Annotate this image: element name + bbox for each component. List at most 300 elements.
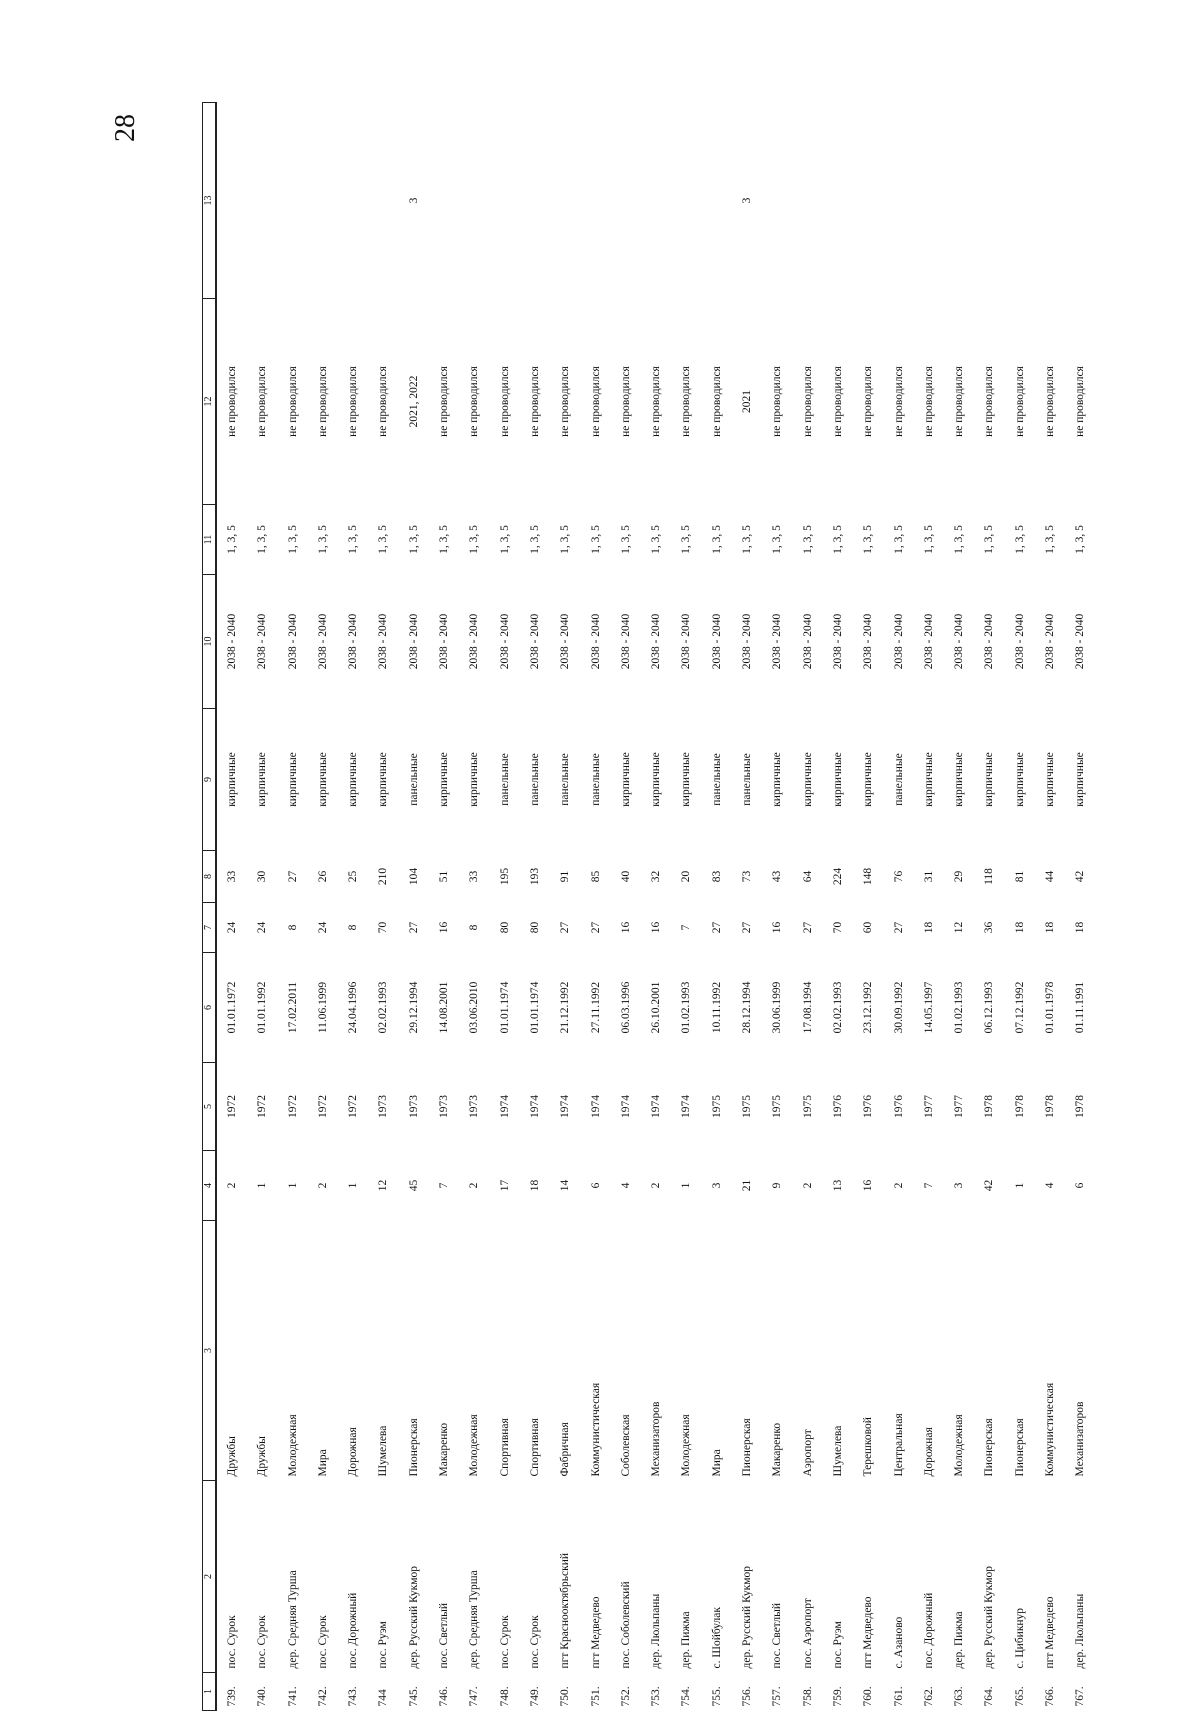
wall-material-cell: кирпичные (680, 752, 693, 807)
repair-period-cell: 2038 - 2040 (892, 613, 905, 670)
wall-material-cell: панельные (407, 753, 420, 806)
wall-material-cell: кирпичные (438, 752, 451, 807)
house-number-cell: 1 (286, 1182, 299, 1189)
date-cell: 30.06.1999 (771, 981, 784, 1034)
house-number-cell: 3 (953, 1182, 966, 1189)
column-8-cell: 83 (710, 870, 723, 883)
wall-material-cell: кирпичные (256, 752, 269, 807)
repair-period-cell: 2038 - 2040 (831, 613, 844, 670)
column-number-row (203, 103, 217, 1711)
table-row (308, 103, 338, 1711)
date-cell: 17.08.1994 (801, 981, 814, 1034)
wall-material-cell: панельные (589, 753, 602, 806)
column-7-cell: 7 (680, 924, 693, 931)
column-7-cell: 80 (528, 921, 541, 934)
street-cell: Коммунистическая (589, 1382, 602, 1477)
work-types-cell: 1, 3, 5 (407, 525, 420, 554)
column-8-cell: 33 (226, 870, 238, 883)
locality-cell: дер. Люльпаны (650, 1593, 663, 1669)
column-7-cell: 8 (347, 924, 360, 931)
repair-status-cell: не проводился (1013, 366, 1026, 437)
row-number: 750. (559, 1686, 572, 1707)
date-cell: 01.01.1974 (528, 981, 541, 1034)
repair-period-cell: 2038 - 2040 (1013, 613, 1026, 670)
street-cell: Механизаторов (1074, 1401, 1087, 1477)
date-cell: 01.01.1992 (256, 981, 269, 1034)
locality-cell: дер. Русский Кукмор (741, 1565, 754, 1669)
street-cell: Макаренко (438, 1422, 451, 1477)
house-number-cell: 2 (316, 1182, 329, 1189)
build-year-cell: 1975 (741, 1095, 754, 1118)
locality-cell: пос. Сурок (528, 1615, 541, 1669)
column-7-cell: 24 (226, 921, 238, 934)
street-cell: Дружбы (256, 1436, 269, 1477)
work-types-cell: 1, 3, 5 (650, 525, 663, 554)
date-cell: 14.05.1997 (922, 981, 935, 1034)
table-row (459, 103, 489, 1711)
column-13-cell (914, 103, 944, 299)
date-cell: 11.06.1999 (316, 981, 329, 1034)
repair-status-cell: не проводился (589, 366, 602, 437)
column-7-cell: 8 (468, 924, 481, 931)
table-row (278, 103, 308, 1711)
work-types-cell: 1, 3, 5 (831, 525, 844, 554)
repair-period-cell: 2038 - 2040 (1074, 613, 1087, 670)
row-number: 765. (1013, 1686, 1026, 1707)
locality-cell: пос. Руэм (831, 1621, 844, 1669)
table-row (732, 103, 762, 1711)
wall-material-cell: кирпичные (619, 752, 632, 807)
column-13-cell (550, 103, 580, 299)
repair-status-cell: не проводился (559, 366, 572, 437)
column-13-cell: 3 (407, 197, 420, 204)
repair-status-cell: не проводился (347, 366, 360, 437)
locality-cell: пос. Светлый (438, 1602, 451, 1669)
table-row (702, 103, 732, 1711)
build-year-cell: 1974 (528, 1095, 541, 1118)
date-cell: 06.12.1993 (983, 981, 996, 1034)
repair-status-cell: не проводился (862, 366, 875, 437)
house-number-cell: 7 (438, 1182, 451, 1189)
column-7-cell: 27 (589, 921, 602, 934)
work-types-cell: 1, 3, 5 (528, 525, 541, 554)
street-cell: Механизаторов (650, 1401, 663, 1477)
repair-status-cell: не проводился (953, 366, 966, 437)
row-number: 764. (983, 1686, 996, 1707)
house-number-cell: 3 (710, 1182, 723, 1189)
repair-status-cell: не проводился (438, 366, 451, 437)
work-types-cell: 1, 3, 5 (589, 525, 602, 554)
wall-material-cell: панельные (710, 753, 723, 806)
column-8-cell: 64 (801, 870, 814, 883)
street-cell: Макаренко (771, 1422, 784, 1477)
table-row (338, 103, 368, 1711)
repair-period-cell: 2038 - 2040 (589, 613, 602, 670)
column-13-cell (641, 103, 671, 299)
column-13-cell (762, 103, 792, 299)
column-7-cell: 70 (831, 921, 844, 934)
house-number-cell: 2 (650, 1182, 663, 1189)
house-number-cell: 1 (680, 1182, 693, 1189)
column-8-cell: 20 (680, 870, 693, 883)
table-row (611, 103, 641, 1711)
column-header-4: 4 (203, 1151, 217, 1221)
build-year-cell: 1973 (377, 1095, 390, 1118)
build-year-cell: 1976 (892, 1095, 905, 1118)
build-year-cell: 1974 (589, 1095, 602, 1118)
work-types-cell: 1, 3, 5 (862, 525, 875, 554)
work-types-cell: 1, 3, 5 (226, 525, 238, 554)
work-types-cell: 1, 3, 5 (559, 525, 572, 554)
house-number-cell: 21 (741, 1179, 754, 1192)
locality-cell: пос. Руэм (377, 1621, 390, 1669)
repair-period-cell: 2038 - 2040 (559, 613, 572, 670)
date-cell: 14.08.2001 (438, 981, 451, 1034)
housing-register-table (202, 102, 1096, 1711)
table-row (216, 103, 247, 1711)
wall-material-cell: панельные (741, 753, 754, 806)
repair-status-cell: не проводился (256, 366, 269, 437)
house-number-cell: 9 (771, 1182, 784, 1189)
wall-material-cell: кирпичные (377, 752, 390, 807)
locality-cell: пос. Соболевский (619, 1581, 632, 1669)
row-number: 762. (922, 1686, 935, 1707)
row-number: 746. (438, 1686, 451, 1707)
build-year-cell: 1975 (801, 1095, 814, 1118)
repair-status-cell: не проводился (377, 366, 390, 437)
street-cell: Фабричная (559, 1422, 572, 1477)
street-cell: Молодежная (953, 1414, 966, 1477)
date-cell: 01.02.1993 (680, 981, 693, 1034)
date-cell: 01.01.1978 (1044, 981, 1057, 1034)
table-row (247, 103, 277, 1711)
row-number: 742. (316, 1686, 329, 1707)
column-8-cell: 210 (377, 867, 390, 886)
work-types-cell: 1, 3, 5 (347, 525, 360, 554)
column-header-13: 13 (203, 103, 217, 299)
column-header-7: 7 (203, 903, 217, 953)
column-8-cell: 25 (347, 870, 360, 883)
street-cell: Коммунистическая (1044, 1382, 1057, 1477)
column-header-8: 8 (203, 851, 217, 903)
house-number-cell: 2 (801, 1182, 814, 1189)
build-year-cell: 1973 (468, 1095, 481, 1118)
table-row (399, 103, 429, 1711)
table-row (823, 103, 853, 1711)
column-7-cell: 16 (438, 921, 451, 934)
build-year-cell: 1974 (650, 1095, 663, 1118)
table-row (762, 103, 792, 1711)
column-header-10: 10 (203, 575, 217, 709)
row-number: 763. (953, 1686, 966, 1707)
repair-period-cell: 2038 - 2040 (922, 613, 935, 670)
build-year-cell: 1976 (831, 1095, 844, 1118)
repair-status-cell: не проводился (650, 366, 663, 437)
column-13-cell (1035, 103, 1065, 299)
build-year-cell: 1977 (922, 1095, 935, 1118)
locality-cell: пос. Сурок (498, 1615, 511, 1669)
locality-cell: пос. Аэропорт (801, 1598, 814, 1669)
column-8-cell: 43 (771, 870, 784, 883)
build-year-cell: 1978 (983, 1095, 996, 1118)
column-13-cell (338, 103, 368, 299)
row-number: 759. (831, 1686, 844, 1707)
table-row (884, 103, 914, 1711)
repair-status-cell: не проводился (498, 366, 511, 437)
column-8-cell: 40 (619, 870, 632, 883)
build-year-cell: 1974 (498, 1095, 511, 1118)
work-types-cell: 1, 3, 5 (498, 525, 511, 554)
column-8-cell: 31 (922, 870, 935, 883)
build-year-cell: 1976 (862, 1095, 875, 1118)
row-number: 741. (286, 1686, 299, 1707)
work-types-cell: 1, 3, 5 (710, 525, 723, 554)
column-8-cell: 44 (1044, 870, 1057, 883)
locality-cell: пос. Светлый (771, 1602, 784, 1669)
locality-cell: пос. Дорожный (922, 1592, 935, 1669)
repair-status-cell: не проводился (468, 366, 481, 437)
repair-period-cell: 2038 - 2040 (286, 613, 299, 670)
wall-material-cell: кирпичные (1074, 752, 1087, 807)
table-row (429, 103, 459, 1711)
column-7-cell: 16 (650, 921, 663, 934)
column-7-cell: 18 (1044, 921, 1057, 934)
street-cell: Спортивная (528, 1418, 541, 1477)
column-7-cell: 16 (619, 921, 632, 934)
house-number-cell: 6 (1074, 1182, 1087, 1189)
column-8-cell: 27 (286, 870, 299, 883)
date-cell: 26.10.2001 (650, 981, 663, 1034)
wall-material-cell: кирпичные (1013, 752, 1026, 807)
house-number-cell: 1 (347, 1182, 360, 1189)
build-year-cell: 1978 (1013, 1095, 1026, 1118)
repair-period-cell: 2038 - 2040 (862, 613, 875, 670)
column-7-cell: 16 (771, 921, 784, 934)
house-number-cell: 45 (407, 1179, 420, 1192)
table-row (1005, 103, 1035, 1711)
table-row (944, 103, 974, 1711)
row-number: 757. (771, 1686, 784, 1707)
build-year-cell: 1973 (438, 1095, 451, 1118)
house-number-cell: 2 (468, 1182, 481, 1189)
table-row (974, 103, 1004, 1711)
column-7-cell: 12 (953, 921, 966, 934)
column-13-cell (793, 103, 823, 299)
work-types-cell: 1, 3, 5 (438, 525, 451, 554)
street-cell: Соболевская (619, 1414, 632, 1477)
column-13-cell (823, 103, 853, 299)
repair-period-cell: 2038 - 2040 (316, 613, 329, 670)
repair-period-cell: 2038 - 2040 (468, 613, 481, 670)
date-cell: 10.11.1992 (710, 981, 723, 1034)
wall-material-cell: кирпичные (347, 752, 360, 807)
date-cell: 21.12.1992 (559, 981, 572, 1034)
repair-period-cell: 2038 - 2040 (953, 613, 966, 670)
house-number-cell: 16 (862, 1179, 875, 1192)
column-7-cell: 24 (316, 921, 329, 934)
house-number-cell: 13 (831, 1179, 844, 1192)
date-cell: 28.12.1994 (741, 981, 754, 1034)
table-header (203, 103, 217, 1711)
row-number: 748. (498, 1686, 511, 1707)
street-cell: Дружбы (226, 1436, 238, 1477)
house-number-cell: 2 (226, 1182, 238, 1189)
work-types-cell: 1, 3, 5 (983, 525, 996, 554)
column-header-11: 11 (203, 505, 217, 575)
row-number: 758. (801, 1686, 814, 1707)
repair-period-cell: 2038 - 2040 (407, 613, 420, 670)
build-year-cell: 1974 (619, 1095, 632, 1118)
repair-period-cell: 2038 - 2040 (983, 613, 996, 670)
date-cell: 01.01.1972 (226, 981, 238, 1034)
work-types-cell: 1, 3, 5 (953, 525, 966, 554)
column-7-cell: 8 (286, 924, 299, 931)
date-cell: 02.02.1993 (831, 981, 844, 1034)
wall-material-cell: кирпичные (468, 752, 481, 807)
build-year-cell: 1972 (256, 1095, 269, 1118)
work-types-cell: 1, 3, 5 (680, 525, 693, 554)
build-year-cell: 1974 (559, 1095, 572, 1118)
repair-status-cell: не проводился (528, 366, 541, 437)
house-number-cell: 42 (983, 1179, 996, 1192)
row-number: 761. (892, 1686, 905, 1707)
wall-material-cell: кирпичные (983, 752, 996, 807)
wall-material-cell: кирпичные (831, 752, 844, 807)
column-header-12: 12 (203, 299, 217, 505)
row-number: 739. (226, 1686, 238, 1707)
repair-period-cell: 2038 - 2040 (650, 613, 663, 670)
street-cell: Молодежная (286, 1414, 299, 1477)
column-13-cell (216, 103, 247, 299)
column-13-cell (1065, 103, 1095, 299)
column-8-cell: 193 (528, 867, 541, 886)
column-13-cell (884, 103, 914, 299)
street-cell: Дорожная (922, 1427, 935, 1477)
column-header-3: 3 (203, 1221, 217, 1481)
column-7-cell: 18 (1074, 921, 1087, 934)
repair-period-cell: 2038 - 2040 (801, 613, 814, 670)
column-13-cell (278, 103, 308, 299)
column-13-cell (368, 103, 398, 299)
row-number: 756. (741, 1686, 754, 1707)
column-8-cell: 33 (468, 870, 481, 883)
work-types-cell: 1, 3, 5 (316, 525, 329, 554)
street-cell: Молодежная (680, 1414, 693, 1477)
column-13-cell (247, 103, 277, 299)
locality-cell: пос. Сурок (226, 1615, 238, 1669)
locality-cell: пос. Сурок (256, 1615, 269, 1669)
row-number: 743. (347, 1686, 360, 1707)
repair-period-cell: 2038 - 2040 (741, 613, 754, 670)
column-header-9: 9 (203, 709, 217, 851)
repair-status-cell: не проводился (226, 366, 238, 437)
street-cell: Мира (316, 1449, 329, 1477)
locality-cell: пгт Медведево (862, 1596, 875, 1669)
column-7-cell: 36 (983, 921, 996, 934)
house-number-cell: 4 (619, 1182, 632, 1189)
street-cell: Пионерская (983, 1418, 996, 1477)
row-number: 747. (468, 1686, 481, 1707)
wall-material-cell: кирпичные (226, 752, 238, 807)
date-cell: 06.03.1996 (619, 981, 632, 1034)
table-row (641, 103, 671, 1711)
row-number: 751. (589, 1686, 602, 1707)
work-types-cell: 1, 3, 5 (741, 525, 754, 554)
wall-material-cell: кирпичные (771, 752, 784, 807)
column-8-cell: 85 (589, 870, 602, 883)
column-13-cell (671, 103, 701, 299)
locality-cell: дер. Средняя Турша (286, 1570, 299, 1669)
table-row (520, 103, 550, 1711)
table-row (1065, 103, 1095, 1711)
build-year-cell: 1975 (771, 1095, 784, 1118)
wall-material-cell: панельные (559, 753, 572, 806)
row-number: 745. (407, 1686, 420, 1707)
column-8-cell: 30 (256, 870, 269, 883)
column-8-cell: 118 (983, 868, 996, 885)
work-types-cell: 1, 3, 5 (771, 525, 784, 554)
house-number-cell: 18 (528, 1179, 541, 1192)
row-number: 753. (650, 1686, 663, 1707)
row-number: 749. (528, 1686, 541, 1707)
column-7-cell: 27 (407, 921, 420, 934)
row-number: 744 (377, 1689, 390, 1707)
table-row (581, 103, 611, 1711)
column-8-cell: 148 (862, 867, 875, 886)
column-header-5: 5 (203, 1063, 217, 1151)
house-number-cell: 14 (559, 1179, 572, 1192)
street-cell: Пионерская (741, 1418, 754, 1477)
repair-status-cell: не проводился (286, 366, 299, 437)
row-number: 755. (710, 1686, 723, 1707)
repair-status-cell: 2021, 2022 (407, 375, 420, 428)
column-8-cell: 32 (650, 870, 663, 883)
table-row (671, 103, 701, 1711)
street-cell: Спортивная (498, 1418, 511, 1477)
locality-cell: дер. Русский Кукмор (407, 1565, 420, 1669)
row-number: 766. (1044, 1686, 1057, 1707)
column-8-cell: 104 (407, 867, 420, 886)
build-year-cell: 1972 (347, 1095, 360, 1118)
column-8-cell: 195 (498, 867, 511, 886)
table-row (914, 103, 944, 1711)
wall-material-cell: кирпичные (922, 752, 935, 807)
column-13-cell (581, 103, 611, 299)
house-number-cell: 2 (892, 1182, 905, 1189)
build-year-cell: 1972 (286, 1095, 299, 1118)
locality-cell: дер. Люльпаны (1074, 1593, 1087, 1669)
date-cell: 07.12.1992 (1013, 981, 1026, 1034)
column-7-cell: 80 (498, 921, 511, 934)
repair-period-cell: 2038 - 2040 (256, 613, 269, 670)
work-types-cell: 1, 3, 5 (377, 525, 390, 554)
locality-cell: с. Азаново (892, 1616, 905, 1669)
column-header-6: 6 (203, 953, 217, 1063)
locality-cell: с. Цибикнур (1013, 1607, 1026, 1669)
table-row (793, 103, 823, 1711)
build-year-cell: 1972 (226, 1095, 238, 1118)
column-8-cell: 73 (741, 870, 754, 883)
column-13-cell (611, 103, 641, 299)
work-types-cell: 1, 3, 5 (801, 525, 814, 554)
wall-material-cell: кирпичные (286, 752, 299, 807)
row-number: 740. (256, 1686, 269, 1707)
column-13-cell (520, 103, 550, 299)
column-13-cell (1005, 103, 1035, 299)
work-types-cell: 1, 3, 5 (1044, 525, 1057, 554)
date-cell: 01.01.1974 (498, 981, 511, 1034)
repair-status-cell: не проводился (710, 366, 723, 437)
